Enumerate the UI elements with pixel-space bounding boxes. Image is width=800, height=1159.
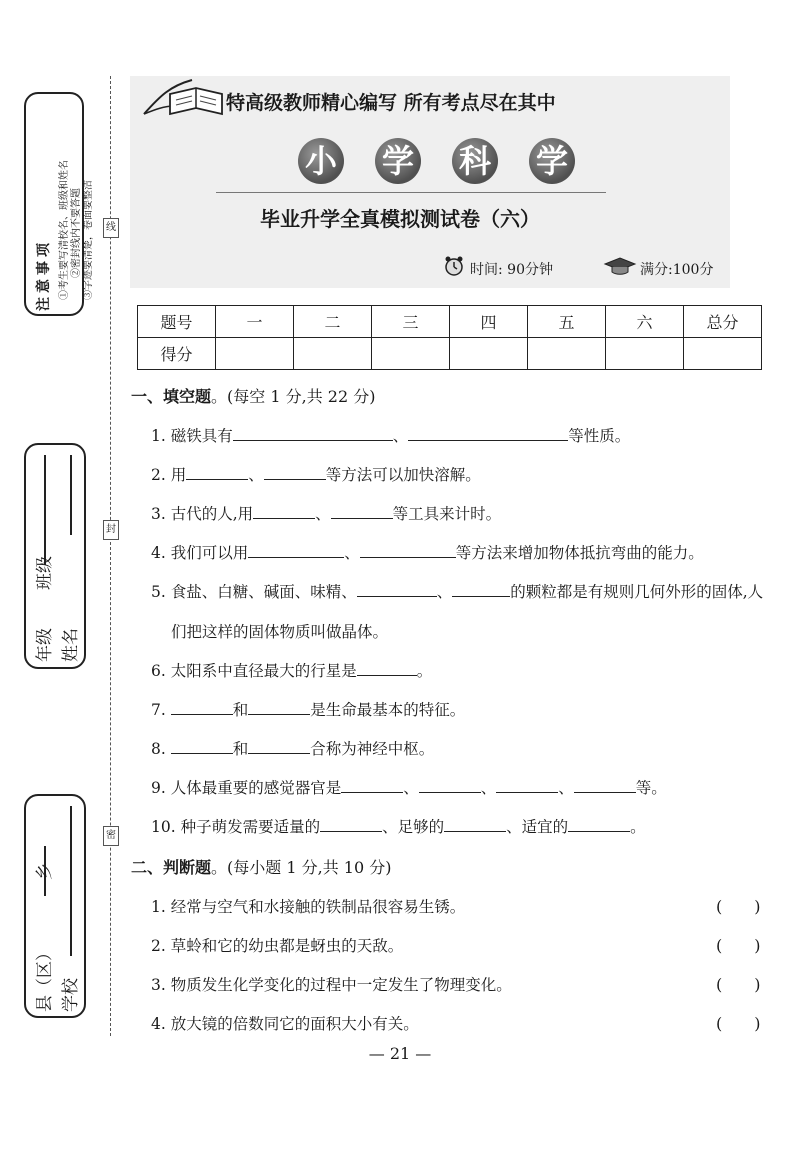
full-score: 满分:100分	[640, 262, 714, 278]
q-text: 6. 太阳系中直径最大的行星是	[151, 662, 357, 680]
answer-blank[interactable]	[574, 778, 636, 793]
score-cell: 六	[606, 306, 684, 338]
score-cell: 三	[372, 306, 450, 338]
notice-line-1: ①考生要写清校名、班级和姓名	[59, 160, 70, 300]
answer-blank[interactable]	[248, 700, 310, 715]
score-input-cell[interactable]	[684, 338, 762, 370]
township-label: 乡	[35, 863, 55, 880]
q-text: 、	[248, 466, 264, 484]
q-text: 9. 人体最重要的感觉器官是	[151, 779, 342, 797]
q-text: 等工具来计时。	[392, 505, 502, 523]
answer-blank[interactable]	[357, 661, 417, 676]
fill-question-10	[151, 815, 646, 837]
score-cell: 四	[450, 306, 528, 338]
seal-mark-seal: 封	[103, 520, 119, 540]
notice-title: 注意事项	[36, 239, 52, 311]
fill-question-9	[151, 776, 667, 798]
exam-time: 时间: 90分钟	[470, 262, 553, 278]
score-cell: 一	[216, 306, 294, 338]
q-text: 等性质。	[568, 427, 631, 445]
answer-blank[interactable]	[248, 739, 310, 754]
answer-blank[interactable]	[452, 582, 510, 597]
answer-blank[interactable]	[357, 582, 437, 597]
section-1-title: 一、填空题	[131, 387, 212, 406]
answer-blank[interactable]	[496, 778, 558, 793]
answer-blank[interactable]	[171, 700, 233, 715]
judge-answer-paren[interactable]: ( )	[716, 1014, 761, 1033]
section-2-note: 。(每小题 1 分,共 10 分)	[211, 858, 392, 877]
q-text: 、	[315, 505, 331, 523]
book-quill-icon	[140, 76, 226, 120]
fill-question-3	[151, 502, 501, 524]
section-1-note: 。(每空 1 分,共 22 分)	[211, 387, 376, 406]
q-text: 的颗粒都是有规则几何外形的固体,人	[510, 583, 764, 601]
score-input-cell[interactable]	[216, 338, 294, 370]
notice-line-2: ②密封线内不要答题	[71, 188, 82, 278]
answer-blank[interactable]	[253, 504, 315, 519]
fill-question-8	[151, 737, 434, 759]
answer-blank[interactable]	[248, 543, 344, 558]
answer-blank[interactable]	[331, 504, 393, 519]
answer-blank[interactable]	[171, 739, 233, 754]
score-input-cell[interactable]	[294, 338, 372, 370]
answer-blank[interactable]	[186, 465, 248, 480]
subject-char-4: 学	[529, 138, 575, 184]
q-text: 、	[344, 544, 360, 562]
subject-char-2: 学	[375, 138, 421, 184]
fill-question-6	[151, 659, 432, 681]
page-number: — 21 —	[368, 1044, 432, 1063]
q-text: 、适宜的	[506, 818, 569, 836]
score-cell: 总分	[684, 306, 762, 338]
fill-question-4	[151, 541, 704, 563]
score-table	[137, 305, 762, 370]
section-2-title: 二、判断题	[131, 858, 212, 877]
name-label: 姓名	[61, 628, 81, 662]
q-text: 和	[232, 740, 249, 758]
fill-question-5-cont: 们把这样的固体物质叫做晶体。	[171, 623, 389, 641]
school-label: 学校	[61, 978, 81, 1012]
subject-char-3: 科	[452, 138, 498, 184]
subject-char-1: 小	[298, 138, 344, 184]
score-table-header-row	[138, 306, 762, 338]
exam-subtitle: 毕业升学全真模拟测试卷（六）	[260, 207, 540, 231]
score-cell: 五	[528, 306, 606, 338]
judge-question-2: 2. 草蛉和它的幼虫都是蚜虫的天敌。	[151, 937, 404, 955]
section-1-heading	[131, 384, 375, 407]
q-text: 5. 食盐、白糖、碱面、味精、	[151, 583, 357, 601]
score-cell: 题号	[138, 306, 216, 338]
q-text: 、	[480, 779, 497, 797]
judge-question-4: 4. 放大镜的倍数同它的面积大小有关。	[151, 1015, 419, 1033]
q-text: 是生命最基本的特征。	[310, 701, 466, 719]
q-text: 、	[403, 779, 419, 797]
slogan: 特高级教师精心编写 所有考点尽在其中	[226, 92, 556, 114]
section-2-heading	[131, 855, 391, 878]
q-text: 8.	[151, 740, 166, 758]
q-text: 4. 我们可以用	[151, 544, 249, 562]
q-text: 、	[558, 779, 574, 797]
answer-blank[interactable]	[264, 465, 326, 480]
q-text: 3. 古代的人,用	[151, 505, 254, 523]
alarm-clock-icon	[443, 255, 465, 277]
answer-blank[interactable]	[320, 817, 382, 832]
q-text: 合称为神经中枢。	[310, 740, 435, 758]
fill-question-7	[151, 698, 465, 720]
score-row-label: 得分	[138, 338, 216, 370]
judge-answer-paren[interactable]: ( )	[716, 897, 761, 916]
score-input-cell[interactable]	[528, 338, 606, 370]
q-text: 等方法来增加物体抵抗弯曲的能力。	[455, 544, 704, 562]
notice-line-3: ③字迹要清楚，卷面要整洁	[83, 180, 94, 300]
q-text: 、	[436, 583, 453, 601]
answer-blank[interactable]	[233, 426, 393, 441]
graduation-cap-icon	[603, 256, 637, 276]
q-text: 1. 磁铁具有	[151, 427, 233, 445]
answer-blank[interactable]	[444, 817, 506, 832]
score-input-cell[interactable]	[606, 338, 684, 370]
q-text: 2. 用	[151, 466, 187, 484]
answer-blank[interactable]	[360, 543, 456, 558]
q-text: 等。	[635, 779, 667, 797]
score-input-cell[interactable]	[450, 338, 528, 370]
header-separator	[216, 192, 606, 193]
judge-answer-paren[interactable]: ( )	[716, 936, 761, 955]
score-table-score-row	[138, 338, 762, 370]
county-label: 县（区）	[35, 944, 55, 1012]
score-input-cell[interactable]	[372, 338, 450, 370]
grade-label: 年级	[35, 628, 55, 662]
class-label: 班级	[35, 556, 55, 590]
q-text: 。	[630, 818, 646, 836]
q-text: 等方法可以加快溶解。	[325, 466, 481, 484]
seal-mark-secret: 密	[103, 826, 119, 846]
seal-mark-line: 线	[103, 218, 119, 238]
judge-question-1: 1. 经常与空气和水接触的铁制品很容易生锈。	[151, 898, 466, 916]
q-text: 、足够的	[382, 818, 445, 836]
judge-question-3: 3. 物质发生化学变化的过程中一定发生了物理变化。	[151, 976, 512, 994]
fill-question-2	[151, 463, 481, 485]
q-text: 7.	[151, 701, 166, 719]
judge-answer-paren[interactable]: ( )	[716, 975, 761, 994]
answer-blank[interactable]	[568, 817, 630, 832]
q-text: 和	[232, 701, 249, 719]
fill-question-5	[151, 580, 763, 602]
q-text: 10. 种子萌发需要适量的	[151, 818, 321, 836]
q-text: 、	[392, 427, 409, 445]
fill-question-1	[151, 424, 630, 446]
q-text: 。	[416, 662, 433, 680]
score-cell: 二	[294, 306, 372, 338]
answer-blank[interactable]	[419, 778, 481, 793]
answer-blank[interactable]	[408, 426, 568, 441]
answer-blank[interactable]	[341, 778, 403, 793]
